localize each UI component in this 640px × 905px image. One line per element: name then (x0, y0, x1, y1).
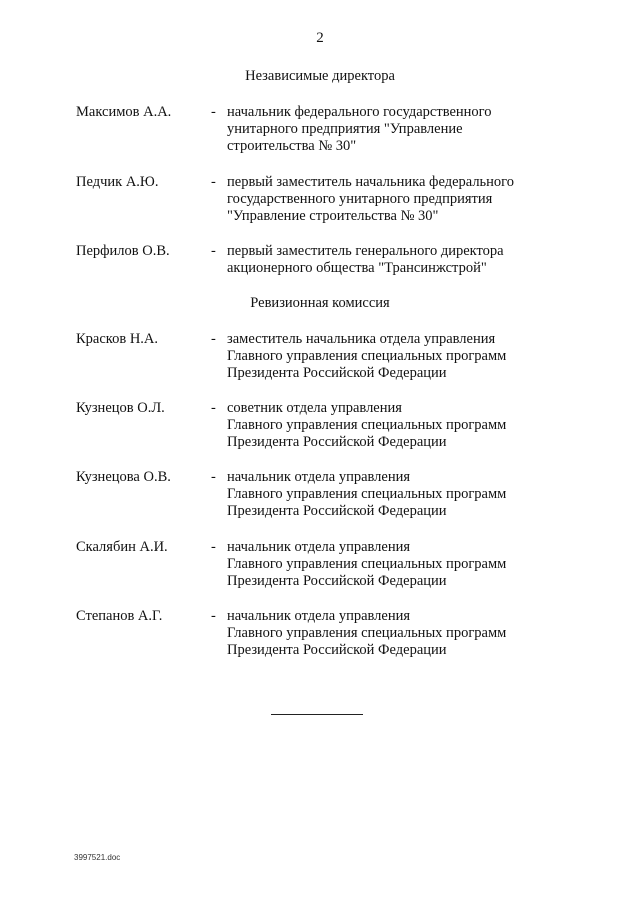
position-line: Президента Российской Федерации (227, 642, 447, 658)
dash-separator: - (211, 400, 216, 416)
position-line: Главного управления специальных программ (227, 486, 507, 502)
footer-document-filename: 3997521.doc (74, 853, 121, 862)
position-description (227, 469, 557, 520)
position-line: начальник отдела управления (227, 469, 411, 485)
dash-separator: - (211, 539, 216, 555)
position-line: Главного управления специальных программ (227, 556, 507, 572)
position-line: Главного управления специальных программ (227, 348, 507, 364)
dash-separator: - (211, 243, 216, 259)
dash-separator: - (211, 174, 216, 190)
position-line: начальник отдела управления (227, 608, 411, 624)
position-description (227, 174, 557, 225)
position-line: строительства № 30" (227, 138, 357, 154)
position-description (227, 400, 557, 451)
dash-separator: - (211, 608, 216, 624)
section-heading-independent-directors: Независимые директора (245, 68, 395, 84)
position-line: Главного управления специальных программ (227, 625, 507, 641)
position-description (227, 243, 557, 277)
section-heading-audit-commission: Ревизионная комиссия (250, 295, 390, 311)
position-line: "Управление строительства № 30" (227, 208, 439, 224)
position-description (227, 539, 557, 590)
position-line: начальник федерального государственного (227, 104, 492, 120)
person-name: Красков Н.А. (76, 331, 159, 347)
position-line: Президента Российской Федерации (227, 503, 447, 519)
position-line: унитарного предприятия "Управление (227, 121, 463, 137)
page-number: 2 (316, 30, 324, 46)
person-name: Максимов А.А. (76, 104, 172, 120)
position-line: первый заместитель генерального директора (227, 243, 504, 259)
dash-separator: - (211, 469, 216, 485)
position-line: государственного унитарного предприятия (227, 191, 493, 207)
position-line: Президента Российской Федерации (227, 365, 447, 381)
dash-separator: - (211, 331, 216, 347)
position-description (227, 608, 557, 659)
position-line: советник отдела управления (227, 400, 402, 416)
position-line: Главного управления специальных программ (227, 417, 507, 433)
position-line: заместитель начальника отдела управления (227, 331, 496, 347)
person-name: Степанов А.Г. (76, 608, 163, 624)
person-name: Скалябин А.И. (76, 539, 168, 555)
position-line: Президента Российской Федерации (227, 434, 447, 450)
person-name: Перфилов О.В. (76, 243, 170, 259)
person-name: Педчик А.Ю. (76, 174, 159, 190)
end-divider (271, 714, 363, 715)
position-line: акционерного общества "Трансинжстрой" (227, 260, 487, 276)
position-line: начальник отдела управления (227, 539, 411, 555)
person-name: Кузнецова О.В. (76, 469, 171, 485)
position-line: Президента Российской Федерации (227, 573, 447, 589)
person-name: Кузнецов О.Л. (76, 400, 165, 416)
position-description (227, 104, 557, 155)
dash-separator: - (211, 104, 216, 120)
position-line: первый заместитель начальника федерального (227, 174, 515, 190)
position-description (227, 331, 557, 382)
